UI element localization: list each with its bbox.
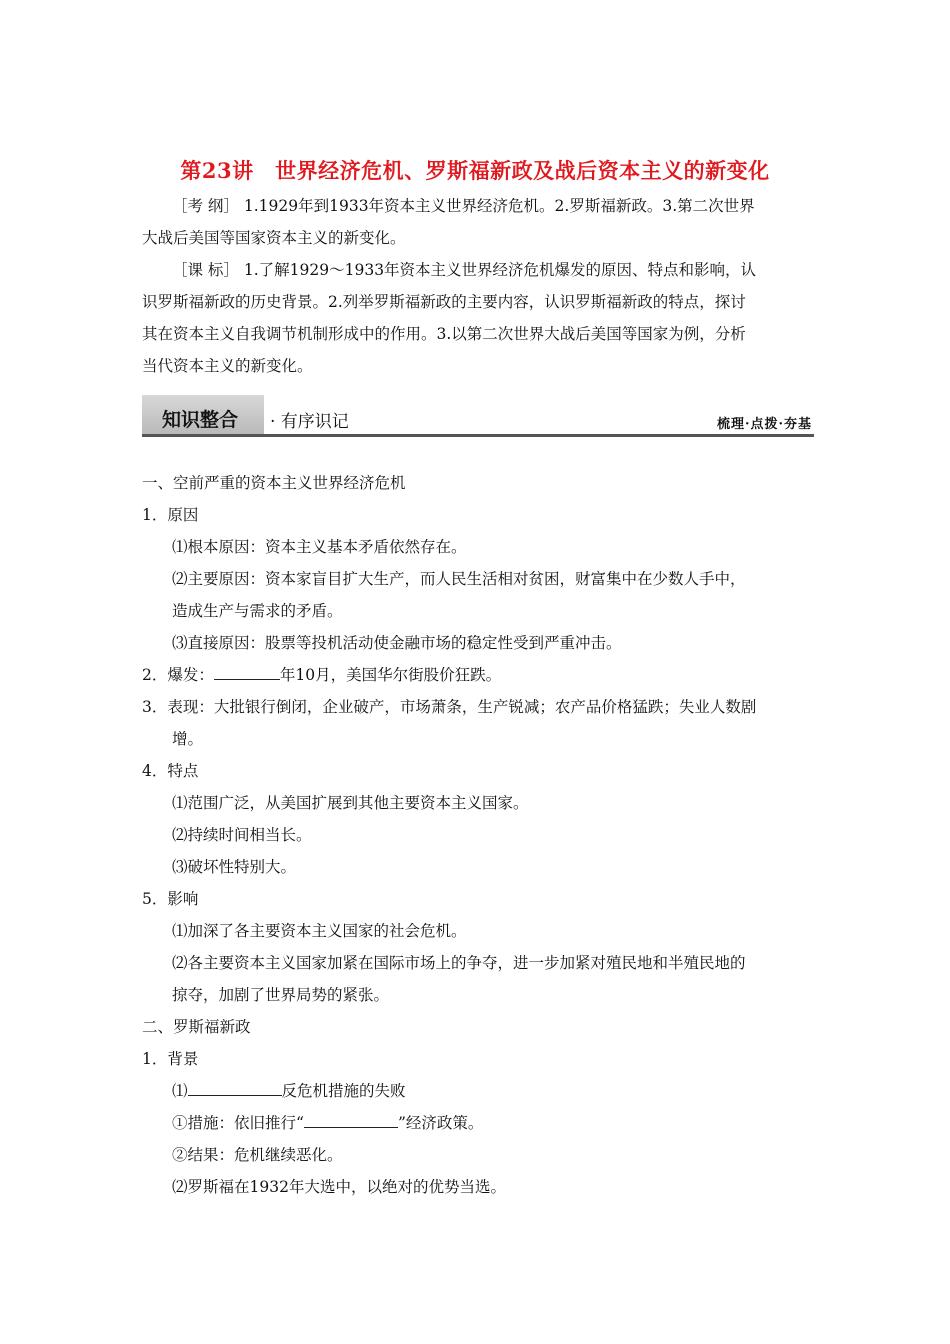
item-5-impact-a: ⑴加深了各主要资本主义国家的社会危机。 [172,922,467,940]
outline-line-2: 大战后美国等国家资本主义的新变化。 [142,229,406,247]
exam-outline [142,190,814,254]
item-5-impact: 5．影响 [142,890,199,908]
item-5-impact-b-2: 掠夺，加剧了世界局势的紧张。 [172,986,390,1004]
heading-2: 二、罗斯福新政 [142,1018,251,1036]
background-b: ⑵罗斯福在1932年大选中，以绝对的优势当选。 [172,1178,506,1196]
measure-prefix: ①措施：依旧推行“ [172,1114,304,1132]
background-a-suffix: 反危机措施的失败 [281,1082,406,1100]
curriculum-standard [142,254,814,382]
fill-blank[interactable] [214,665,280,680]
item-1-cause: 1．原因 [142,506,199,524]
banner-sub-label: · 有序识记 [270,412,349,432]
background-a [172,1079,406,1101]
background-a-prefix: ⑴ [172,1082,188,1100]
background-result: ②结果：危机继续恶化。 [172,1146,343,1164]
item-4-features: 4．特点 [142,762,199,780]
banner-rule [142,434,814,437]
outbreak-suffix: 年10月，美国华尔街股价狂跌。 [279,666,502,684]
item-1-cause-b-1: ⑵主要原因：资本家盲目扩大生产，而人民生活相对贫困，财富集中在少数人手中， [172,570,746,588]
item-4-feature-a: ⑴范围广泛，从美国扩展到其他主要资本主义国家。 [172,794,529,812]
banner-main-label: 知识整合 [162,409,239,431]
item-1-background: 1．背景 [142,1050,199,1068]
item-5-impact-b-1: ⑵各主要资本主义国家加紧在国际市场上的争夺，进一步加紧对殖民地和半殖民地的 [172,954,746,972]
outline-label: ［考 纲］ [172,197,239,215]
standard-line-2: 识罗斯福新政的历史背景。2.列举罗斯福新政的主要内容，认识罗斯福新政的特点，探讨 [142,293,746,311]
item-4-feature-b: ⑵持续时间相当长。 [172,826,312,844]
outbreak-prefix: 2．爆发： [142,666,214,684]
item-1-cause-a: ⑴根本原因：资本主义基本矛盾依然存在。 [172,538,467,556]
measure-suffix: ”经济政策。 [397,1114,484,1132]
standard-line-4: 当代资本主义的新变化。 [142,357,313,375]
item-2-outbreak [142,663,501,685]
lesson-title: 第23讲 世界经济危机、罗斯福新政及战后资本主义的新变化 [180,158,770,183]
heading-1: 一、空前严重的资本主义世界经济危机 [142,474,406,492]
item-1-cause-b-2: 造成生产与需求的矛盾。 [172,602,343,620]
standard-line-3: 其在资本主义自我调节机制形成中的作用。3.以第二次世界大战后美国等国家为例，分析 [142,325,746,343]
standard-label: ［课 标］ [172,261,239,279]
item-1-cause-c: ⑶直接原因：股票等投机活动使金融市场的稳定性受到严重冲击。 [172,634,622,652]
background-measure [172,1111,483,1133]
standard-line-1: 1.了解1929～1933年资本主义世界经济危机爆发的原因、特点和影响，认 [243,261,757,279]
item-3-symptoms-1: 3．表现：大批银行倒闭，企业破产，市场萧条，生产锐减；农产品价格猛跌；失业人数剧 [142,698,757,716]
section-banner [142,395,814,441]
fill-blank[interactable] [304,1113,398,1128]
item-4-feature-c: ⑶破坏性特别大。 [172,858,297,876]
outline-line-1: 1.1929年到1933年资本主义世界经济危机。2.罗斯福新政。3.第二次世界 [243,197,755,215]
fill-blank[interactable] [188,1081,282,1096]
item-3-symptoms-2: 增。 [172,730,204,748]
banner-right-label: 梳理·点拨·夯基 [716,417,812,432]
